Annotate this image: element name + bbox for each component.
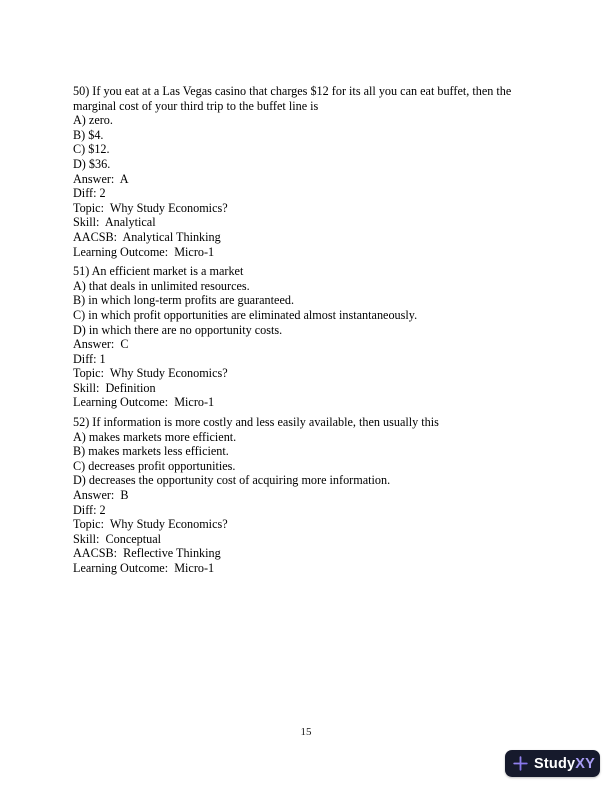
choice-b: B) in which long-term profits are guaranteed. [73,293,294,308]
choice-a: A) zero. [73,113,113,128]
page-number: 15 [300,726,312,738]
learning-outcome-line: Learning Outcome: Micro-1 [73,395,215,410]
answer-line: Answer: B [73,488,129,503]
learning-outcome-line: Learning Outcome: Micro-1 [73,244,215,259]
question-block-50 [73,84,543,259]
diff-line: Diff: 2 [73,502,106,517]
skill-line: Skill: Definition [73,380,156,395]
choice-c: C) $12. [73,142,110,157]
choice-a: A) makes markets more efficient. [73,429,237,444]
question-text: 50) If you eat at a Las Vegas casino that charges $12 for its all you can eat buffet, then the [73,84,512,98]
answer-line: Answer: A [73,171,129,186]
logo-wordmark [534,756,595,772]
choice-d: D) decreases the opportunity cost of acquiring more information. [73,473,391,488]
logo-text-xy: XY [575,755,596,772]
topic-line: Topic: Why Study Economics? [73,200,228,215]
choice-d: D) $36. [73,156,111,171]
aacsb-line: AACSB: Analytical Thinking [73,229,221,244]
diff-line: Diff: 1 [73,351,106,366]
plus-icon [512,755,529,772]
aacsb-line: AACSB: Reflective Thinking [73,546,221,561]
choice-b: B) $4. [73,127,104,142]
topic-line: Topic: Why Study Economics? [73,366,228,381]
diff-line: Diff: 2 [73,186,106,201]
skill-line: Skill: Conceptual [73,531,162,546]
studyxy-logo-badge [505,750,600,777]
choice-b: B) makes markets less efficient. [73,444,229,459]
question-text: marginal cost of your third trip to the buffet line is [73,98,319,113]
topic-line: Topic: Why Study Economics? [73,517,228,532]
question-text: 52) If information is more costly and less easily available, then usually this [73,415,439,430]
answer-line: Answer: C [73,337,129,352]
choice-c: C) in which profit opportunities are eliminated almost instantaneously. [73,307,418,322]
question-block-51 [73,264,543,410]
choice-c: C) decreases profit opportunities. [73,458,236,473]
skill-line: Skill: Analytical [73,215,156,230]
choice-a: A) that deals in unlimited resources. [73,278,250,293]
question-text: 51) An efficient market is a market [73,264,244,279]
learning-outcome-line: Learning Outcome: Micro-1 [73,561,215,575]
logo-text-study: Study [534,755,576,772]
page-content [73,84,543,576]
choice-d: D) in which there are no opportunity costs. [73,322,283,337]
question-block-52 [73,415,543,576]
